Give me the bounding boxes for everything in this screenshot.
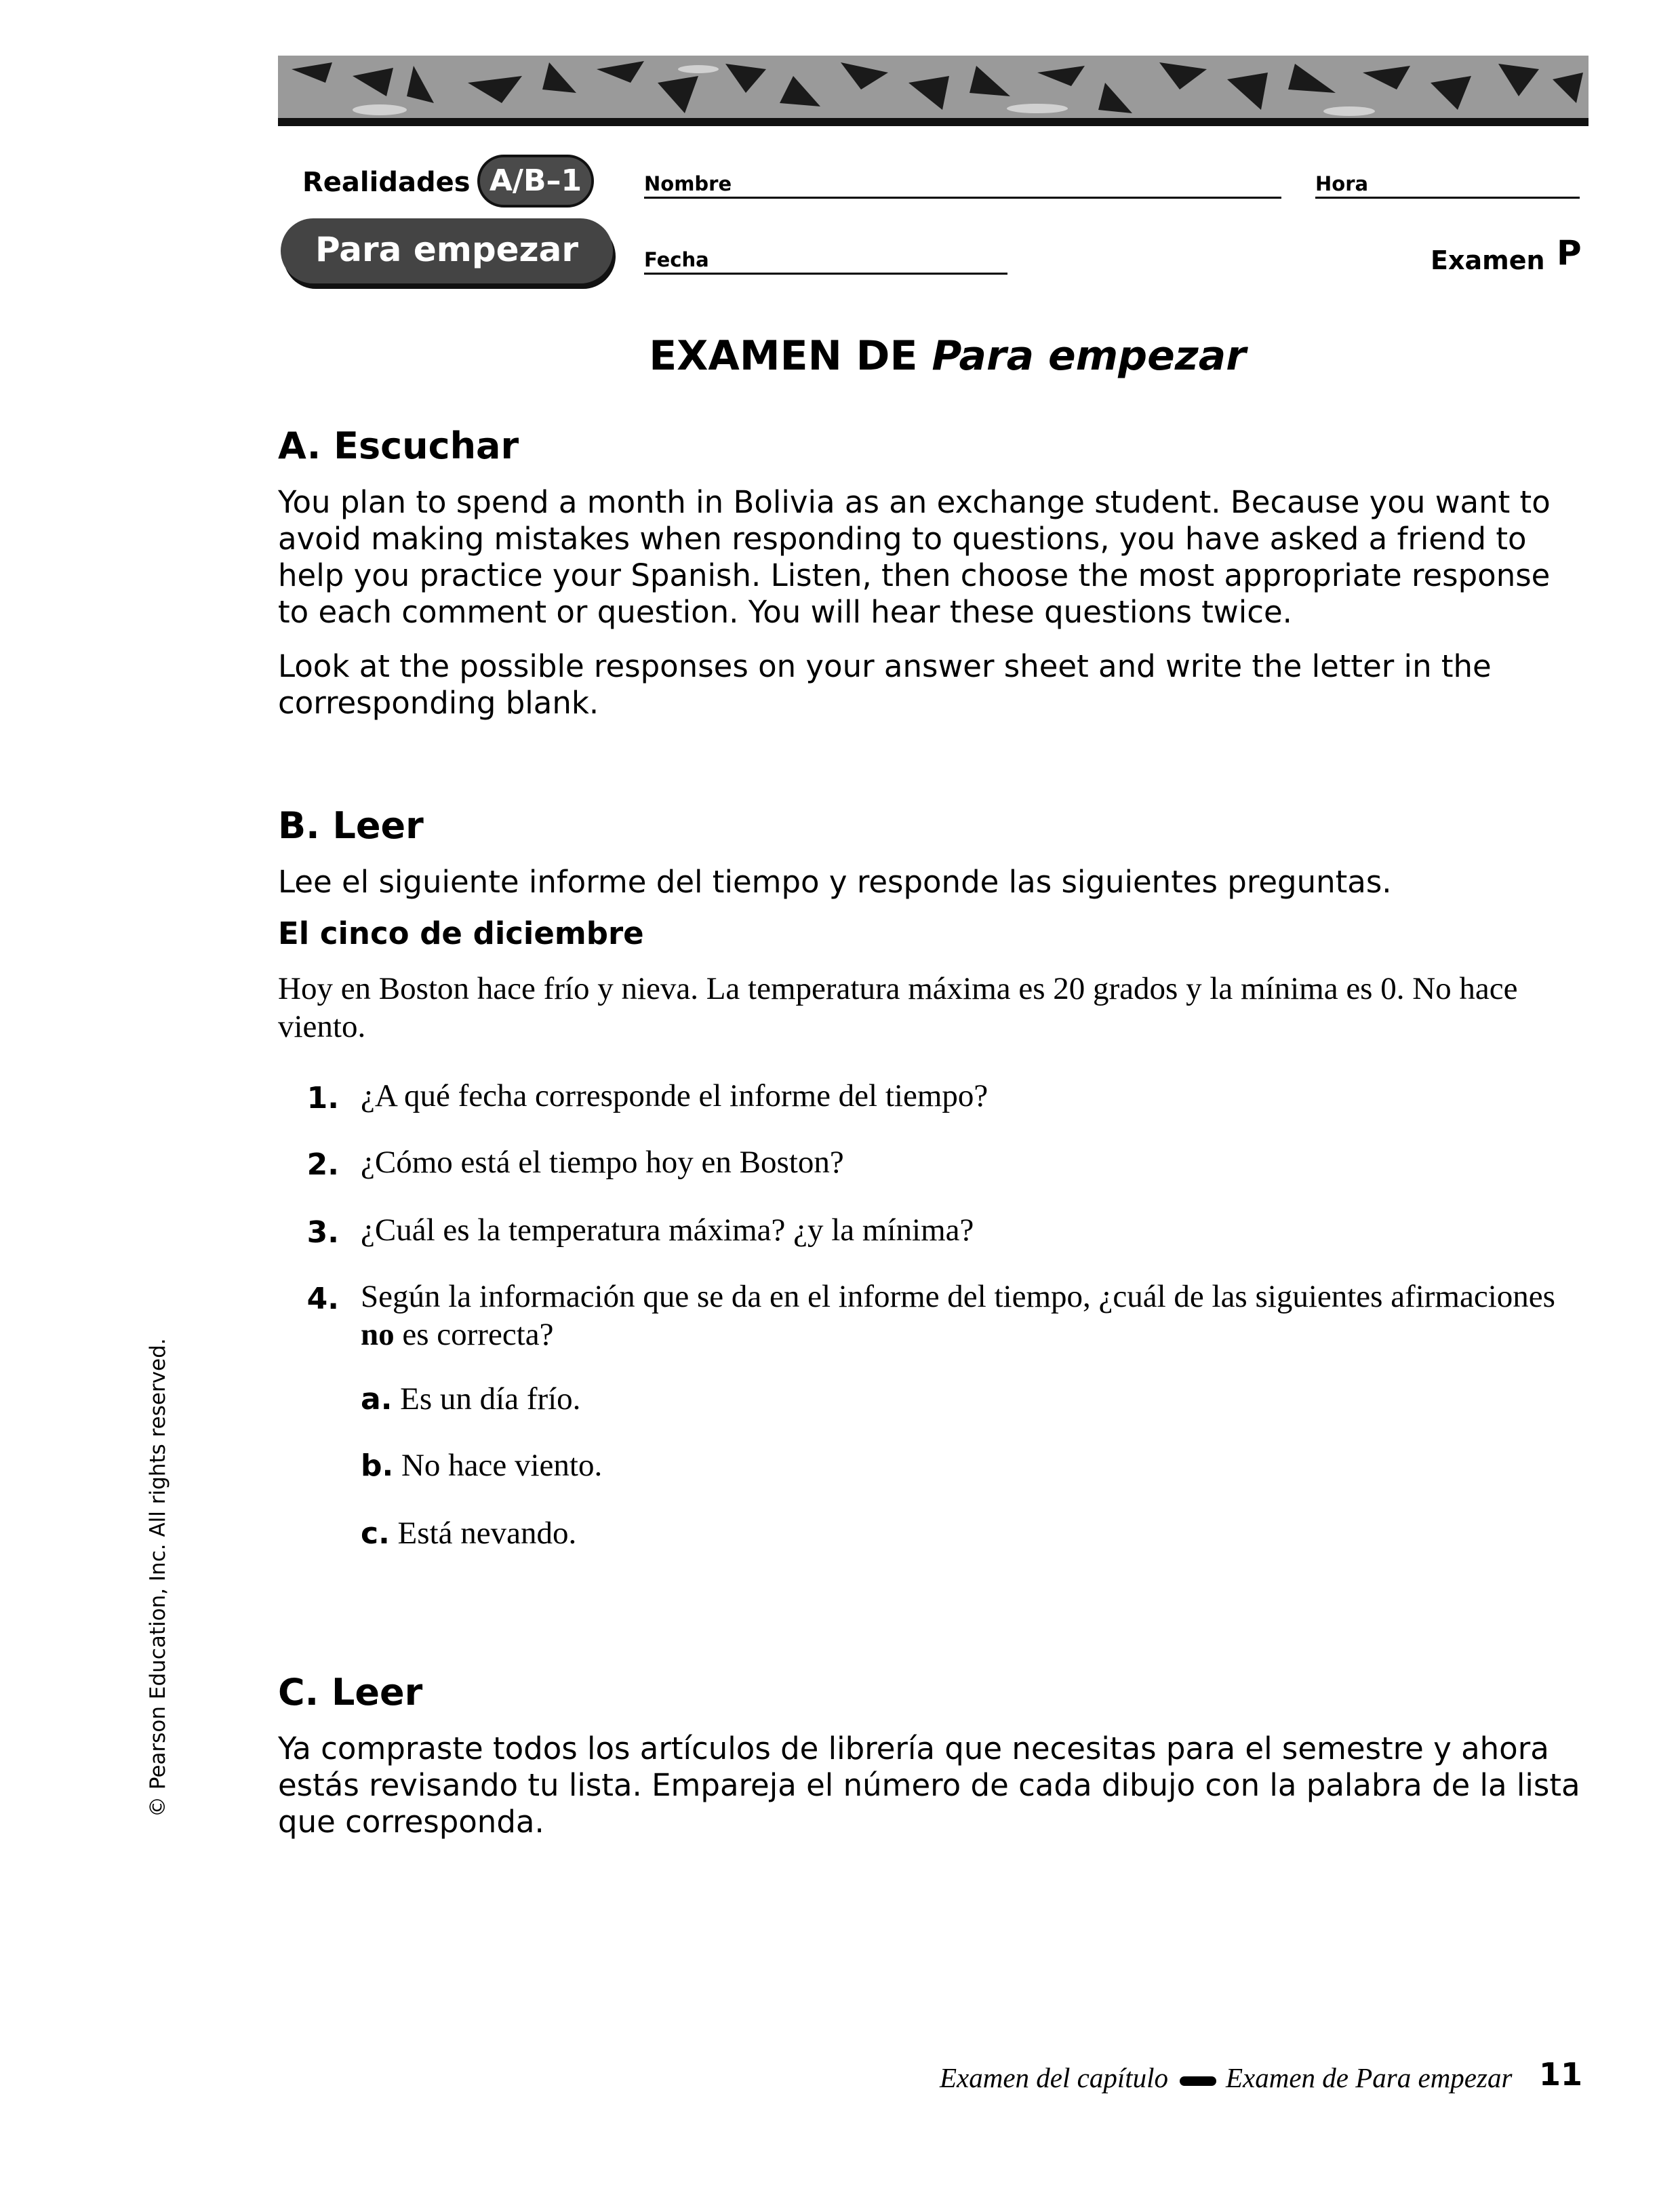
section-b-subheading: El cinco de diciembre (278, 915, 644, 951)
question-number: 2. (306, 1147, 339, 1182)
footer-chapter-label: Examen del capítulo (940, 2062, 1169, 2093)
question-number: 3. (306, 1215, 339, 1250)
section-a-paragraph-2: Look at the possible responses on your answer sheet and write the letter in the corresponding blank. (278, 648, 1492, 721)
answer-option (361, 1515, 576, 1552)
answer-option (361, 1447, 602, 1484)
option-letter: c. (361, 1516, 390, 1551)
option-letter: a. (361, 1382, 393, 1417)
page-number: 11 (1539, 2056, 1583, 2093)
section-c-paragraph: Ya compraste todos los artículos de librería que necesitas para el semestre y ahora estás revisando tu lista. Empareja el número de cada dibujo con la palabra de la lista que corresponda. (278, 1731, 1580, 1840)
section-a-heading: A. Escuchar (278, 424, 519, 467)
title-prefix: EXAMEN DE (649, 332, 932, 380)
section-c-heading: C. Leer (278, 1671, 423, 1714)
section-b-instructions: Lee el siguiente informe del tiempo y responde las siguientes preguntas. (278, 864, 1392, 900)
question-text-bold: no (361, 1317, 395, 1352)
name-label: Nombre (644, 172, 732, 195)
name-field[interactable] (644, 197, 1281, 199)
title-italic: Para empezar (932, 332, 1246, 380)
decorative-banner (278, 56, 1589, 132)
hour-field[interactable] (1315, 197, 1580, 199)
option-text: Está nevando. (389, 1516, 577, 1551)
footer-separator (1180, 2076, 1216, 2086)
level-badge: A/B–1 (477, 155, 594, 208)
question-text: ¿A qué fecha corresponde el informe del tiempo? (361, 1078, 988, 1113)
weather-report: Hoy en Boston hace frío y nieva. La temperatura máxima es 20 grados y la mínima es 0. No hace viento. (278, 971, 1518, 1044)
question-text: ¿Cómo está el tiempo hoy en Boston? (361, 1145, 844, 1180)
question-number: 4. (306, 1282, 339, 1316)
question-text-after: es correcta? (394, 1317, 554, 1352)
option-text: Es un día frío. (392, 1381, 581, 1417)
question-text (361, 1278, 1581, 1354)
date-field[interactable] (644, 273, 1007, 275)
question-text: ¿Cuál es la temperatura máxima? ¿y la mínima? (361, 1212, 974, 1248)
footer-exam-label: Examen de Para empezar (1226, 2062, 1513, 2093)
series-label: Realidades (302, 167, 471, 198)
exam-label: Examen (1431, 245, 1545, 275)
hour-label: Hora (1315, 172, 1369, 195)
option-letter: b. (361, 1448, 394, 1483)
chapter-pill: Para empezar (281, 218, 613, 283)
exam-letter: P (1557, 233, 1582, 273)
copyright-notice: © Pearson Education, Inc. All rights reserved. (146, 1338, 170, 1817)
question-number: 1. (306, 1081, 339, 1115)
answer-option (361, 1381, 580, 1417)
page-title (0, 332, 1678, 380)
section-b-heading: B. Leer (278, 804, 424, 847)
date-label: Fecha (644, 248, 709, 271)
option-text: No hace viento. (393, 1448, 603, 1483)
section-a-paragraph-1: You plan to spend a month in Bolivia as an exchange student. Because you want to avoid making mistakes when responding to questions, you have asked a friend to help you practice your Spanish. Listen, then choose the most appropriate response to each comment or question. You will hear these questions twice. (278, 484, 1551, 630)
question-text-before: Según la información que se da en el informe del tiempo, ¿cuál de las siguientes afirmaciones (361, 1279, 1555, 1314)
